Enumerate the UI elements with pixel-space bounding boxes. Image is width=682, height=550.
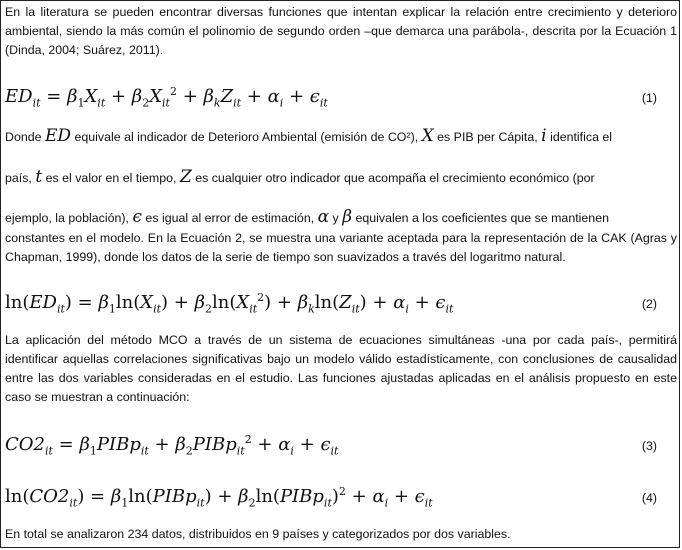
summary-paragraph: En total se analizaron 234 datos, distribuidos en 9 países y categorizados por dos variables. (5, 527, 511, 541)
intro-paragraph: En la literatura se pueden encontrar diversas funciones que intentan explicar la relación entre crecimiento y deterioro ambiental, siendo la más común el polinomio de segundo orden –que demarca una parábola-, descrita por la Ecuación 1 (Dinda, 2004; Suárez, 2011). (5, 5, 677, 57)
equation-4: $\ln(CO2_{it})$ = $\beta_1\ln(PIBp_{it})$ + $\beta_2\ln(PIBp_{it})^2 + \alpha_i + \epsilon_{it}$ (5, 485, 433, 510)
equation-3-number: (3) (641, 439, 657, 453)
equation-2-number: (2) (641, 297, 657, 311)
definitions-line-2: país, t es el valor en el tiempo, Z es cualquier otro indicador que acompaña el crecimiento económico (por (5, 167, 595, 187)
equation-2: $\ln(ED_{it}) = \beta_1\ln(X_{it}) + \beta_2\ln(X_{it}^2) + \beta_k\ln(Z_{it}) + \alpha_i + \epsilon_{it}$ (5, 291, 454, 316)
method-paragraph: La aplicación del método MCO a través de un sistema de ecuaciones simultáneas -una por cada país-, permitirá identificar aquellas correlaciones significativas bajo un modelo válido estadísticamente, con conclusiones de causalidad entre las dos variables consideradas en el estudio. Las funciones ajustadas aplicadas en el análisis propuesto en este caso se muestran a continuación: (5, 333, 677, 404)
definitions-line-1: Donde ED equivale al indicador de Deterioro Ambiental (emisión de CO²), X es PIB per Cápita, i identifica el (5, 126, 613, 146)
definitions-continuation: constantes en el modelo. En la Ecuación 2, se muestra una variante aceptada para la representación de la CAK (Agras y Chapman, 1999), donde los datos de la serie de tiempo son suavizados a través del logaritmo natural. (5, 231, 677, 264)
equation-4-number: (4) (641, 491, 657, 505)
definitions-line-3: ejemplo, la población), ϵ es igual al error de estimación, α y β equivalen a los coeficientes que se mantienen (5, 207, 609, 227)
equation-3: $CO2_{it}$ = $\beta_1PIBp_{it}$ + $\beta_2PIBp_{it}^2 + \alpha_i + \epsilon_{it}$ (5, 433, 339, 458)
equation-1-number: (1) (641, 91, 657, 105)
equation-1: $ED_{it} = \beta_1X_{it} + \beta_2X_{it}^2 + \beta_kZ_{it} + \alpha_i + \epsilon_{it}$ (5, 85, 328, 110)
